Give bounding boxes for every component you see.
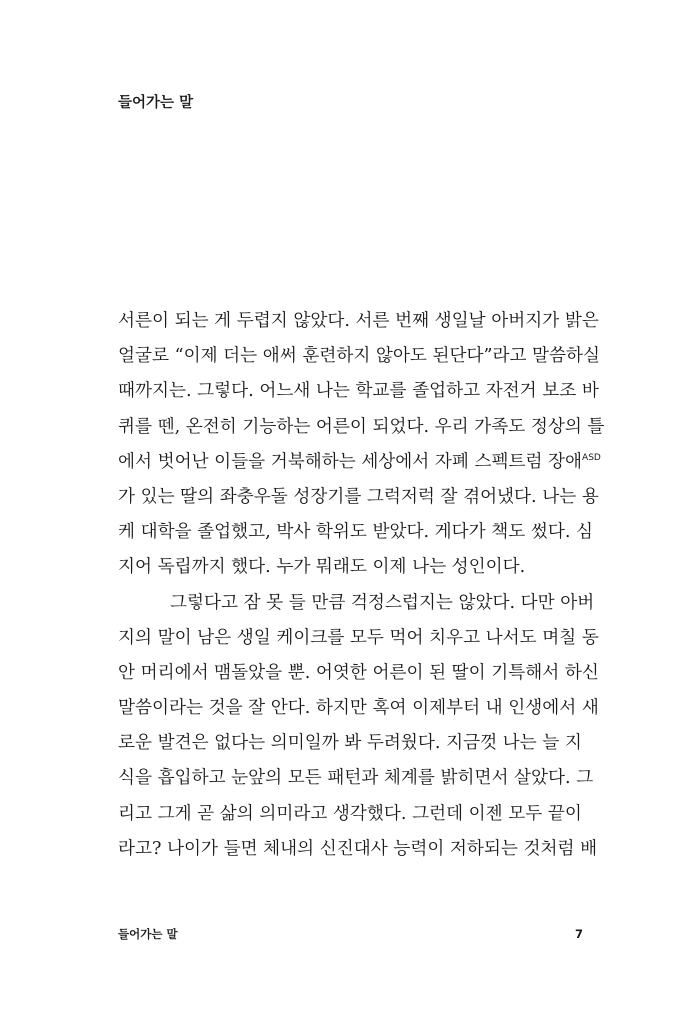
body-line: 서른이 되는 게 두렵지 않았다. 서른 번째 생일날 아버지가 밝은 — [118, 311, 599, 331]
body-line: 라고? 나이가 들면 체내의 신진대사 능력이 저하되는 것처럼 배 — [118, 838, 598, 859]
body-line-paragraph-start: 그렇다고 잠 못 들 만큼 걱정스럽지는 않았다. 다만 아버 — [170, 592, 595, 613]
body-line: 얼굴로 “이제 더는 애써 훈련하지 않아도 된단다”라고 말씀하실 — [118, 346, 601, 367]
body-line: 지의 말이 남은 생일 케이크를 모두 먹어 치우고 나서도 며칠 동 — [118, 627, 599, 648]
footnote-superscript: ASD — [582, 452, 601, 463]
page-number: 7 — [574, 927, 583, 941]
footer-title: 들어가는 말 — [118, 927, 178, 941]
body-line: 안 머리에서 맴돌았을 뿐. 어엿한 어른이 된 딸이 기특해서 하신 — [118, 662, 599, 683]
body-text — [118, 304, 605, 867]
body-line: 가 있는 딸의 좌충우돌 성장기를 그럭저럭 잘 겪어냈다. 나는 용 — [118, 486, 599, 507]
body-line: 말씀이라는 것을 잘 안다. 하지만 혹여 이제부터 내 인생에서 새 — [118, 698, 599, 719]
body-line: 리고 그게 곧 삶의 의미라고 생각했다. 그런데 이젠 모두 끝이 — [118, 803, 582, 824]
body-line-with-note — [118, 445, 601, 480]
running-header-title: 들어가는 말 — [118, 95, 194, 111]
body-line: 지어 독립까지 했다. 누가 뭐래도 이제 나는 성인이다. — [118, 557, 526, 578]
body-line: 식을 흡입하고 눈앞의 모든 패턴과 체계를 밝히면서 살았다. 그 — [118, 768, 594, 789]
body-line: 케 대학을 졸업했고, 박사 학위도 받았다. 게다가 책도 썼다. 심 — [118, 522, 594, 543]
body-line: 퀴를 뗀, 온전히 기능하는 어른이 되었다. 우리 가족도 정상의 틀 — [118, 416, 605, 437]
body-line: 로운 발견은 없다는 의미일까 봐 두려웠다. 지금껏 나는 늘 지 — [118, 733, 582, 754]
body-line: 때까지는. 그렇다. 어느새 나는 학교를 졸업하고 자전거 보조 바 — [118, 381, 599, 402]
body-line-text: 에서 벗어난 이들을 거북해하는 세상에서 자폐 스펙트럼 장애 — [118, 451, 583, 472]
